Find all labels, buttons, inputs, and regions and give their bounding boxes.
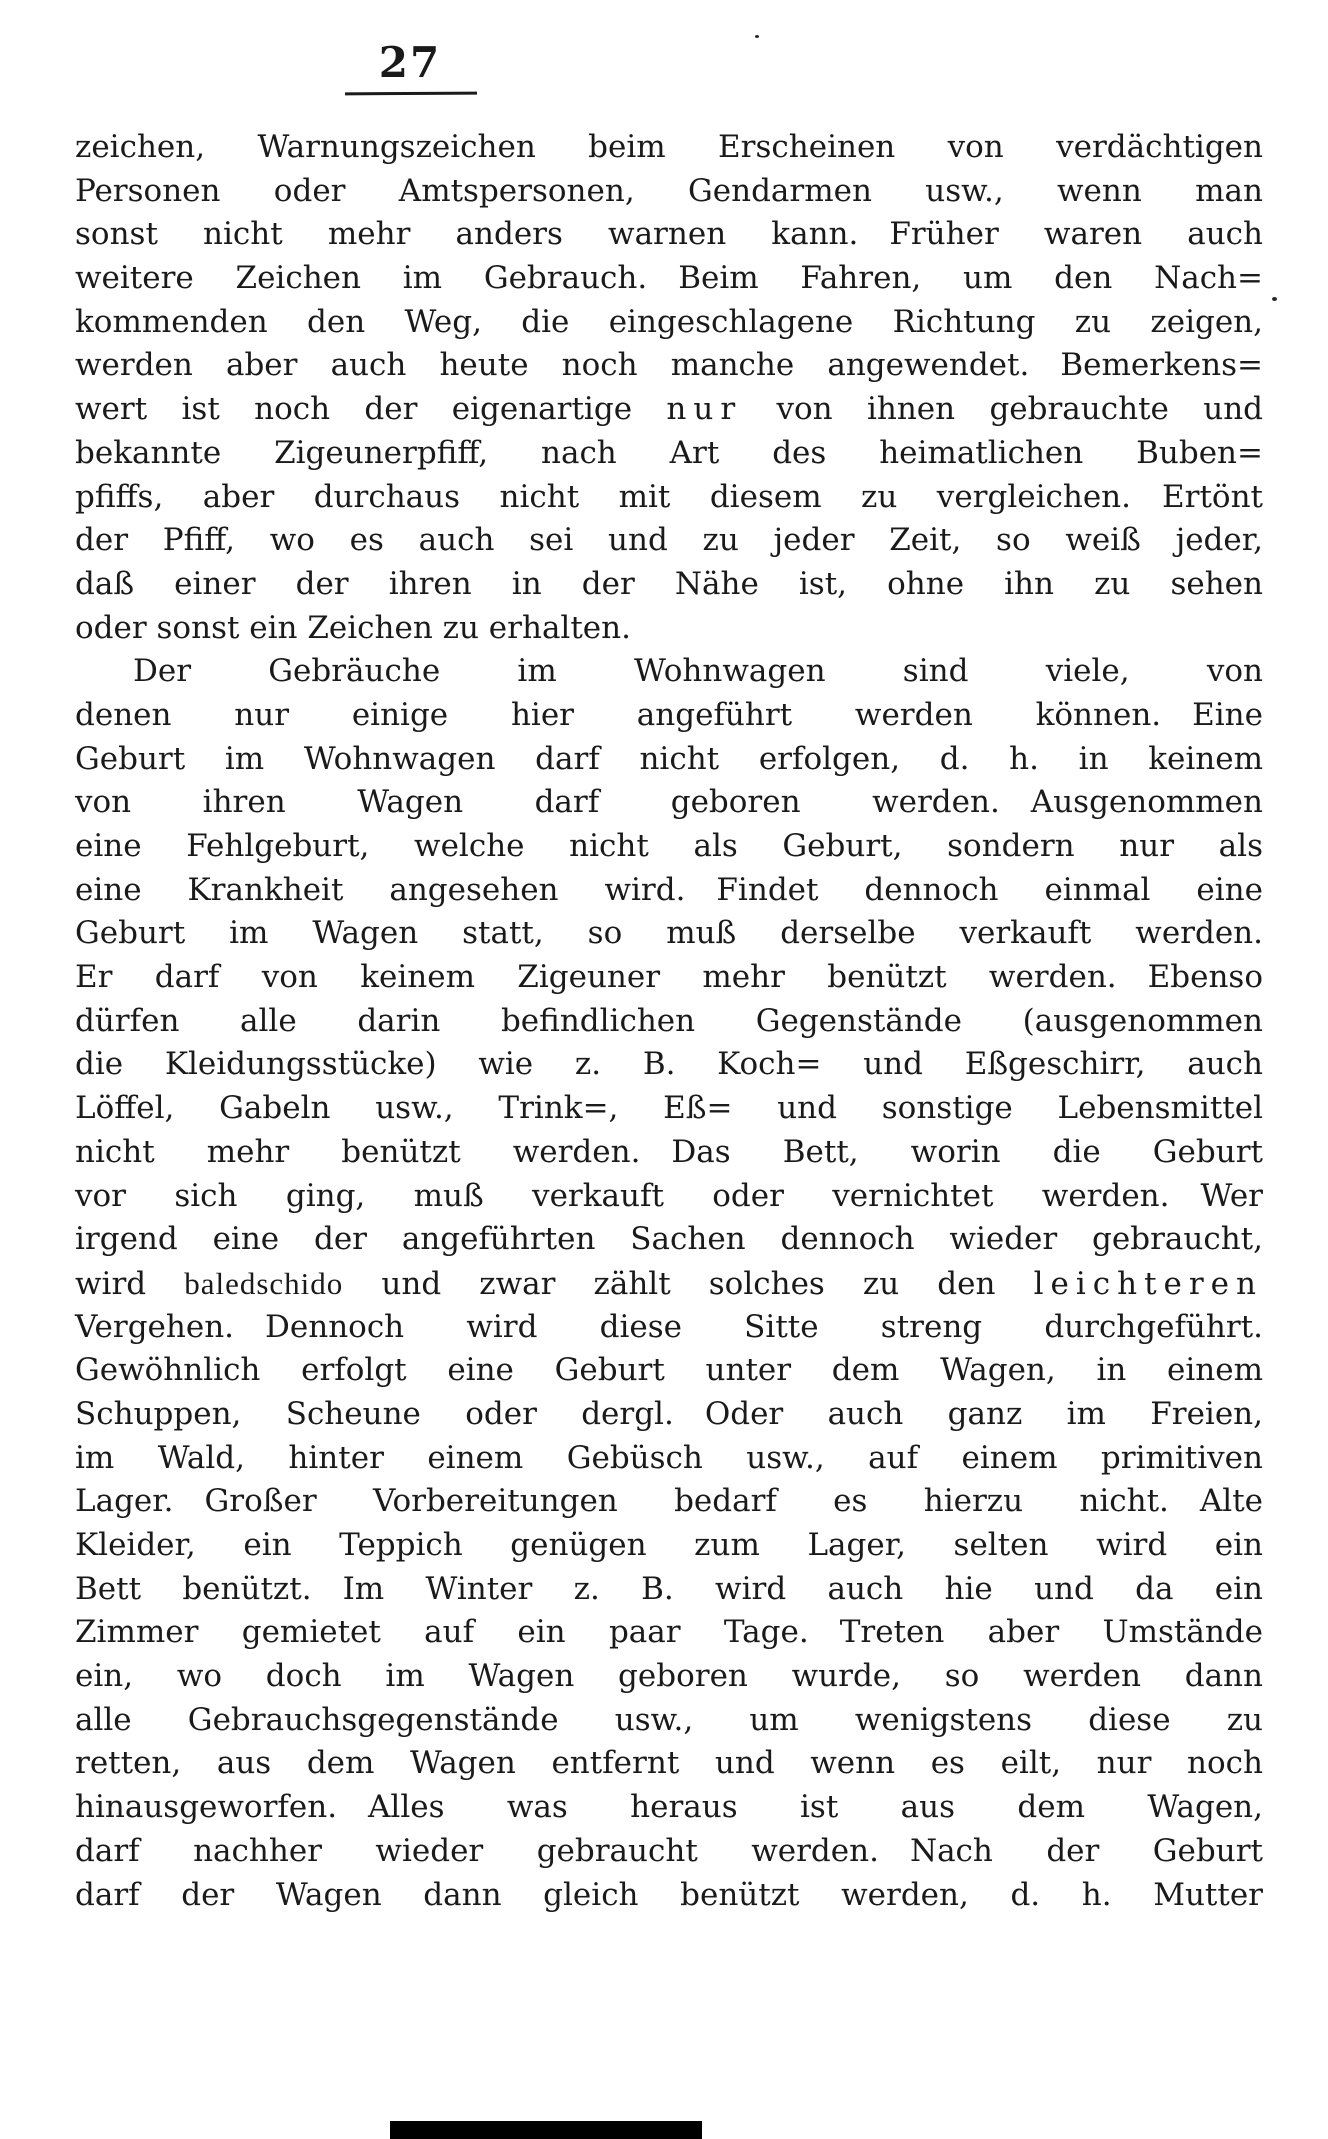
text-line	[75, 1393, 1263, 1437]
text-line	[75, 1043, 1263, 1087]
text-segment: Zimmer gemietet auf ein paar Tage. Treten aber Umstände	[75, 1614, 1263, 1651]
text-line	[75, 1262, 1263, 1306]
text-line	[75, 1349, 1263, 1393]
text-line	[75, 519, 1263, 563]
text-line	[75, 1874, 1263, 1918]
text-line	[75, 1480, 1263, 1524]
text-line	[75, 912, 1263, 956]
romani-term: baledschido	[184, 1265, 344, 1301]
text-segment: daß einer der ihren in der Nähe ist, ohne ihn zu sehen	[75, 565, 1263, 602]
text-line	[75, 781, 1263, 825]
text-segment: Vergehen. Dennoch wird diese Sitte streng durchgeführt.	[75, 1308, 1263, 1345]
text-line	[75, 1655, 1263, 1699]
text-segment: hinausgeworfen. Alles was heraus ist aus dem Wagen,	[75, 1789, 1263, 1826]
text-line	[75, 1568, 1263, 1612]
text-line	[75, 1786, 1263, 1830]
text-segment: alle Gebrauchsgegenstände usw., um wenigstens diese zu	[75, 1701, 1263, 1738]
text-line	[75, 1306, 1263, 1350]
text-segment: pfiffs, aber durchaus nicht mit diesem zu vergleichen. Ertönt	[75, 478, 1263, 515]
text-line	[75, 1000, 1263, 1044]
text-line	[75, 432, 1263, 476]
body-text-block	[75, 126, 1263, 1917]
text-segment: darf der Wagen dann gleich benützt werden, d. h. Mutter	[75, 1876, 1263, 1913]
text-line	[75, 170, 1263, 214]
text-line	[75, 1175, 1263, 1219]
text-line	[75, 301, 1263, 345]
text-segment: Bett benützt. Im Winter z. B. wird auch hie und da ein	[75, 1570, 1263, 1607]
text-segment: Der Gebräuche im Wohnwagen sind viele, von	[133, 653, 1263, 690]
text-line	[75, 1742, 1263, 1786]
text-line	[75, 563, 1263, 607]
page-number-rule	[345, 92, 477, 96]
text-line	[75, 1437, 1263, 1481]
text-segment: Gewöhnlich erfolgt eine Geburt unter dem Wagen, in einem	[75, 1352, 1263, 1389]
text-line	[75, 1699, 1263, 1743]
text-line	[75, 213, 1263, 257]
text-segment: Schuppen, Scheune oder dergl. Oder auch ganz im Freien,	[75, 1395, 1263, 1432]
text-segment: eine Fehlgeburt, welche nicht als Geburt, sondern nur als	[75, 828, 1263, 864]
text-segment: dürfen alle darin befindlichen Gegenstände (ausgenommen	[75, 1002, 1263, 1039]
text-segment: weitere Zeichen im Gebrauch. Beim Fahren, um den Nach=	[75, 260, 1263, 297]
text-line	[75, 1830, 1263, 1874]
text-segment: von ihnen gebrauchte und	[742, 391, 1264, 428]
scan-artifact-bar	[390, 2121, 702, 2139]
text-line	[75, 344, 1263, 388]
text-line	[75, 126, 1263, 170]
text-line	[75, 476, 1263, 520]
text-segment: irgend eine der angeführten Sachen dennoch wieder gebraucht,	[75, 1221, 1263, 1258]
emphasized-word: nur	[666, 391, 743, 428]
emphasized-word: leichteren	[1033, 1265, 1263, 1302]
scan-speck	[755, 35, 759, 38]
text-segment: im Wald, hinter einem Gebüsch usw., auf einem primitiven	[75, 1439, 1263, 1476]
text-line	[75, 650, 1263, 694]
text-segment: wird	[75, 1265, 185, 1302]
text-segment: von ihren Wagen darf geboren werden. Ausgenommen	[75, 784, 1263, 821]
text-line	[75, 956, 1263, 1000]
text-segment: retten, aus dem Wagen entfernt und wenn es eilt, nur noch	[75, 1745, 1263, 1782]
text-segment: Lager. Großer Vorbereitungen bedarf es hierzu nicht. Alte	[75, 1483, 1263, 1520]
text-segment: eine Krankheit angesehen wird. Findet dennoch einmal eine	[75, 871, 1263, 908]
text-segment: und zwar zählt solches zu den	[343, 1265, 1034, 1302]
text-line	[75, 607, 1263, 651]
scan-speck	[1272, 297, 1277, 301]
text-line	[75, 1218, 1263, 1262]
text-line	[75, 1131, 1263, 1175]
text-line	[75, 1524, 1263, 1568]
text-segment: darf nachher wieder gebraucht werden. Nach der Geburt	[75, 1832, 1263, 1869]
text-line	[75, 825, 1263, 869]
text-line	[75, 1087, 1263, 1131]
text-segment: werden aber auch heute noch manche angewendet. Bemerkens=	[75, 347, 1263, 384]
text-segment: bekannte Zigeunerpfiff, nach Art des heimatlichen Buben=	[75, 434, 1263, 471]
text-segment: Personen oder Amtspersonen, Gendarmen usw., wenn man	[75, 172, 1263, 209]
text-line	[75, 738, 1263, 782]
text-line	[75, 388, 1263, 432]
text-segment: Löffel, Gabeln usw., Trink=, Eß= und sonstige Lebensmittel	[75, 1090, 1263, 1127]
text-segment: ein, wo doch im Wagen geboren wurde, so werden dann	[75, 1658, 1263, 1695]
text-line	[75, 869, 1263, 913]
text-segment: denen nur einige hier angeführt werden können. Eine	[75, 696, 1263, 733]
text-segment: Kleider, ein Teppich genügen zum Lager, selten wird ein	[75, 1527, 1263, 1563]
text-segment: Geburt im Wohnwagen darf nicht erfolgen, d. h. in keinem	[75, 740, 1263, 777]
text-segment: wert ist noch der eigenartige	[75, 391, 667, 428]
text-segment: nicht mehr benützt werden. Das Bett, worin die Geburt	[75, 1133, 1263, 1170]
text-segment: zeichen, Warnungszeichen beim Erscheinen von verdächtigen	[75, 129, 1263, 165]
text-segment: Er darf von keinem Zigeuner mehr benützt werden. Ebenso	[75, 959, 1263, 996]
text-segment: der Pfiff, wo es auch sei und zu jeder Zeit, so weiß jeder,	[75, 522, 1263, 559]
text-line	[75, 257, 1263, 301]
text-line	[75, 1611, 1263, 1655]
text-segment: sonst nicht mehr anders warnen kann. Früher waren auch	[75, 216, 1263, 253]
page-number: 27	[378, 38, 442, 87]
text-segment: kommenden den Weg, die eingeschlagene Richtung zu zeigen,	[75, 303, 1263, 340]
text-line	[75, 694, 1263, 738]
text-segment: oder sonst ein Zeichen zu erhalten.	[75, 609, 631, 646]
text-segment: die Kleidungsstücke) wie z. B. Koch= und Eßgeschirr, auch	[75, 1046, 1263, 1083]
text-segment: Geburt im Wagen statt, so muß derselbe verkauft werden.	[75, 915, 1263, 952]
text-segment: vor sich ging, muß verkauft oder vernichtet werden. Wer	[75, 1177, 1263, 1214]
